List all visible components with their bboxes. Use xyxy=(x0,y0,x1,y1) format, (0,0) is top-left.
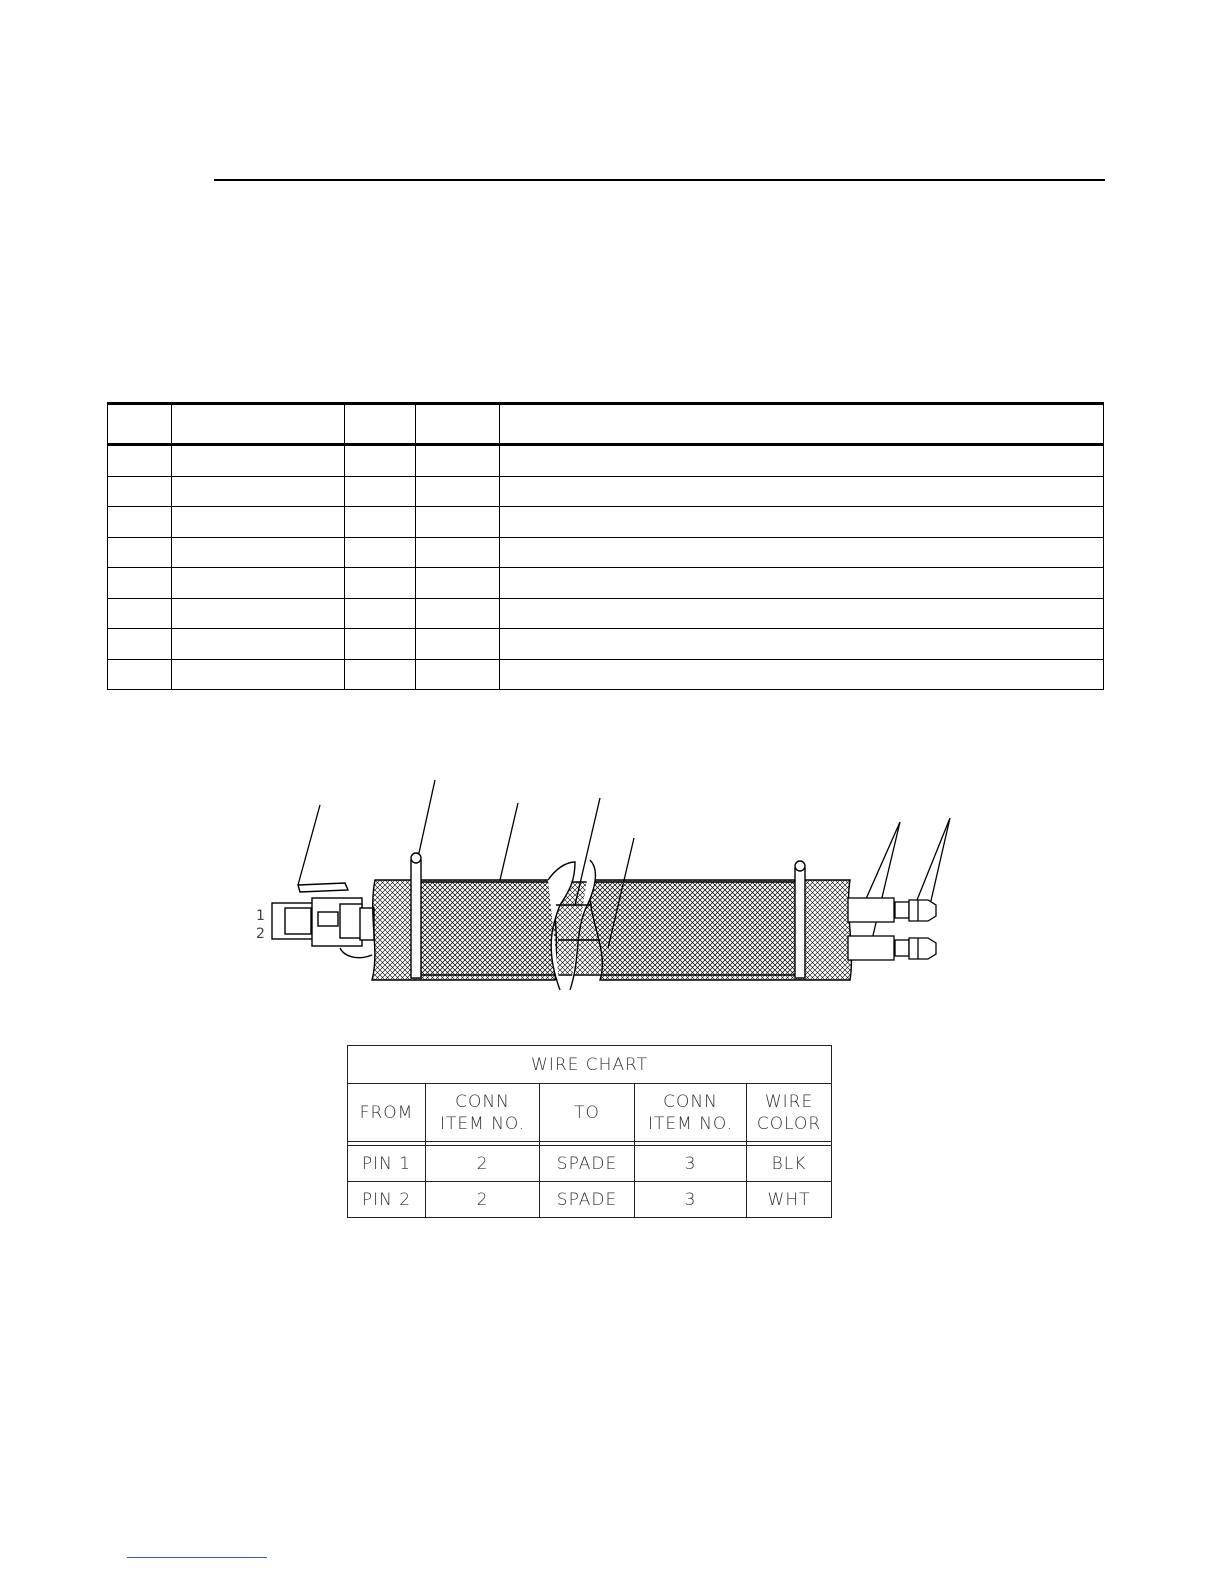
wire-chart-row xyxy=(348,1182,832,1218)
header-conn-to-line1: CONN xyxy=(663,1091,718,1112)
parts-header-cell xyxy=(172,404,345,445)
parts-table-row xyxy=(108,537,1104,568)
cell-to: SPADE xyxy=(540,1146,635,1182)
parts-table-row xyxy=(108,507,1104,538)
cell-conn-to: 3 xyxy=(635,1146,747,1182)
connector-pin-1-label: 1 xyxy=(256,908,265,924)
spade-terminals xyxy=(848,898,936,960)
header-conn-to-line2: ITEM NO. xyxy=(647,1113,734,1134)
parts-table-row xyxy=(108,476,1104,507)
braided-sleeve xyxy=(372,880,851,980)
wire-chart-table xyxy=(347,1045,832,1218)
header-to: TO xyxy=(540,1084,635,1142)
header-wire-color-line2: COLOR xyxy=(756,1113,822,1134)
footer-link-underline[interactable] xyxy=(127,1557,267,1558)
cell-conn-from: 2 xyxy=(426,1146,540,1182)
header-conn-from-line2: ITEM NO. xyxy=(439,1113,526,1134)
header-conn-from-line1: CONN xyxy=(455,1091,510,1112)
header-conn-to xyxy=(635,1084,747,1142)
parts-header-cell xyxy=(345,404,416,445)
parts-table-row xyxy=(108,598,1104,629)
header-conn-from xyxy=(426,1084,540,1142)
parts-table-row xyxy=(108,568,1104,599)
cell-conn-from: 2 xyxy=(426,1182,540,1218)
cell-wire-color: WHT xyxy=(747,1182,832,1218)
cell-wire-color: BLK xyxy=(747,1146,832,1182)
header-rule xyxy=(214,179,1105,181)
parts-table-row xyxy=(108,629,1104,660)
cell-from: PIN 1 xyxy=(348,1146,426,1182)
wire-chart-row xyxy=(348,1146,832,1182)
parts-header-cell xyxy=(416,404,500,445)
header-wire-color-line1: WIRE xyxy=(764,1091,814,1112)
wire-chart-title: WIRE CHART xyxy=(348,1046,832,1084)
wire-chart-header-row xyxy=(348,1084,832,1142)
connector-pin-2-label: 2 xyxy=(256,926,265,942)
cell-from: PIN 2 xyxy=(348,1182,426,1218)
parts-table-header-row xyxy=(108,404,1104,445)
wire-chart-title-row xyxy=(348,1046,832,1084)
connector xyxy=(272,883,374,958)
parts-list-table xyxy=(107,402,1104,690)
cell-to: SPADE xyxy=(540,1182,635,1218)
harness-drawing xyxy=(240,770,980,1000)
parts-table-row xyxy=(108,659,1104,690)
parts-header-cell xyxy=(108,404,172,445)
parts-header-cell xyxy=(500,404,1104,445)
parts-table-row xyxy=(108,445,1104,477)
header-wire-color xyxy=(747,1084,832,1142)
header-from: FROM xyxy=(348,1084,426,1142)
cell-conn-to: 3 xyxy=(635,1182,747,1218)
